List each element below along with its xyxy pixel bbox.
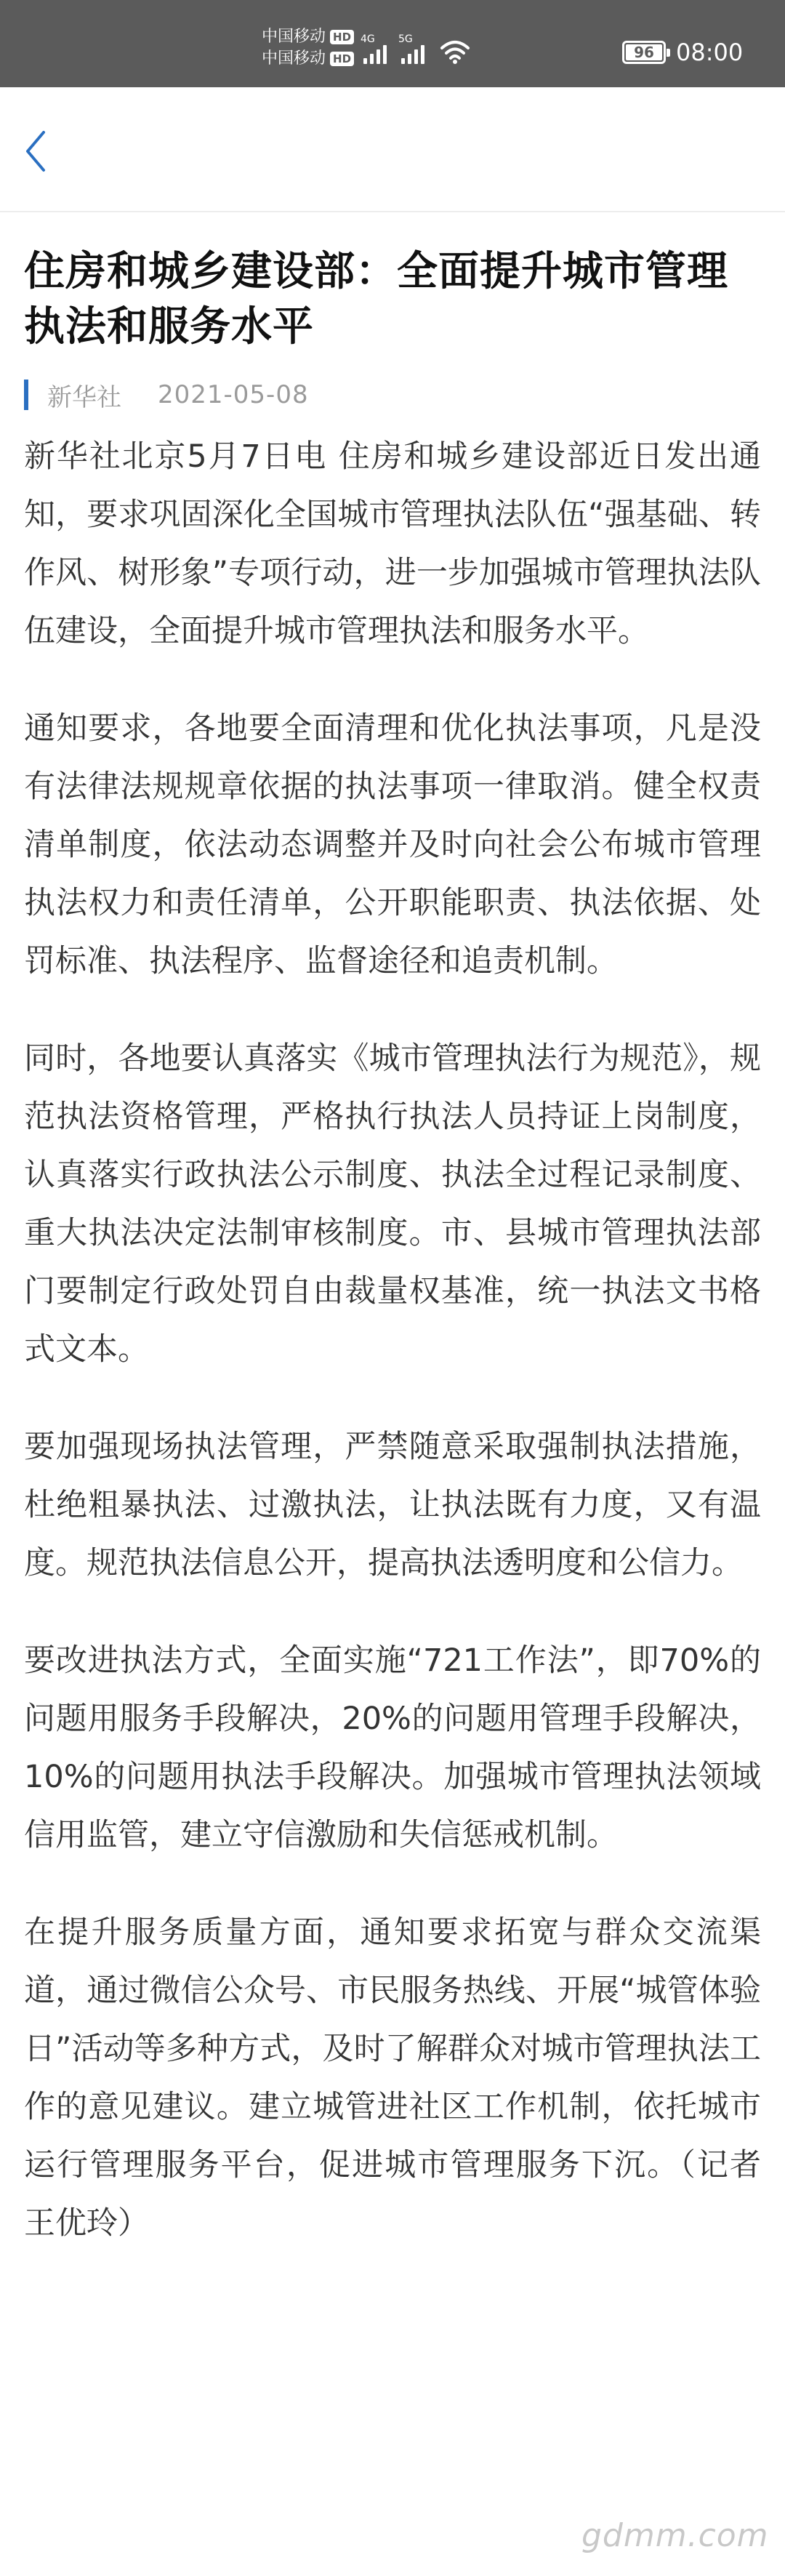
- article-meta: [24, 377, 761, 413]
- back-button[interactable]: [10, 122, 61, 180]
- article-body: [24, 212, 761, 2252]
- wifi-icon: [439, 39, 471, 64]
- signal-icon: [398, 33, 424, 64]
- nav-bar: [0, 87, 785, 212]
- battery-level: 96: [634, 44, 654, 61]
- network-type-2: 5G: [398, 33, 413, 45]
- status-time: 08:00: [676, 39, 744, 66]
- watermark: gdmm.com: [581, 2517, 769, 2554]
- carrier-info: [262, 26, 354, 70]
- article-paragraph-6: 在提升服务质量方面，通知要求拓宽与群众交流渠道，通过微信公众号、市民服务热线、开展“城管体验日”活动等多种方式，及时了解群众对城市管理执法工作的意见建议。建立城管进社区工作机制，依托城市运行管理服务平台，促进城市管理服务下沉。（记者 王优玲）: [24, 1914, 761, 2242]
- signal-icon: [361, 33, 387, 64]
- carrier-name-2: 中国移动: [262, 49, 326, 68]
- signal-group: [363, 35, 471, 64]
- article-paragraph-3: 同时，各地要认真落实《城市管理执法行为规范》，规范执法资格管理，严格执行执法人员持证上岗制度，认真落实行政执法公示制度、执法全过程记录制度、重大执法决定法制审核制度。市、县城市管理执法部门要制定行政处罚自由裁量权基准，统一执法文书格式文本。: [24, 1040, 761, 1368]
- meta-accent-bar: [24, 380, 28, 410]
- article-paragraph-5: 要改进执法方式，全面实施“721工作法”，即70%的问题用服务手段解决，20%的问题用管理手段解决，10%的问题用执法手段解决。加强城市管理执法领域信用监管，建立守信激励和失信惩戒机制。: [24, 1642, 761, 1853]
- network-type-1: 4G: [361, 33, 375, 45]
- battery-icon: [622, 41, 666, 64]
- hd-badge-1: HD: [330, 30, 354, 44]
- article-paragraph-2: 通知要求，各地要全面清理和优化执法事项，凡是没有法律法规规章依据的执法事项一律取消。健全权责清单制度，依法动态调整并及时向社会公布城市管理执法权力和责任清单，公开职能职责、执法依据、处罚标准、执法程序、监督途径和追责机制。: [24, 710, 761, 979]
- article-date: 2021-05-08: [158, 380, 309, 409]
- hd-badge-2: HD: [330, 52, 354, 66]
- article-paragraph-1: 新华社北京5月7日电 住房和城乡建设部近日发出通知，要求巩固深化全国城市管理执法队伍“强基础、转作风、树形象”专项行动，进一步加强城市管理执法队伍建设，全面提升城市管理执法和服务水平。: [24, 438, 761, 649]
- carrier-line-2: [262, 48, 354, 70]
- article-paragraph-4: 要加强现场执法管理，严禁随意采取强制执法措施，杜绝粗暴执法、过激执法，让执法既有力度，又有温度。规范执法信息公开，提高执法透明度和公信力。: [24, 1429, 761, 1581]
- carrier-line-1: [262, 26, 354, 48]
- article-title: 住房和城乡建设部：全面提升城市管理执法和服务水平: [24, 248, 728, 350]
- chevron-left-icon: [23, 129, 48, 173]
- status-bar: [0, 0, 785, 87]
- carrier-name-1: 中国移动: [262, 28, 326, 46]
- article-source: 新华社: [47, 382, 121, 412]
